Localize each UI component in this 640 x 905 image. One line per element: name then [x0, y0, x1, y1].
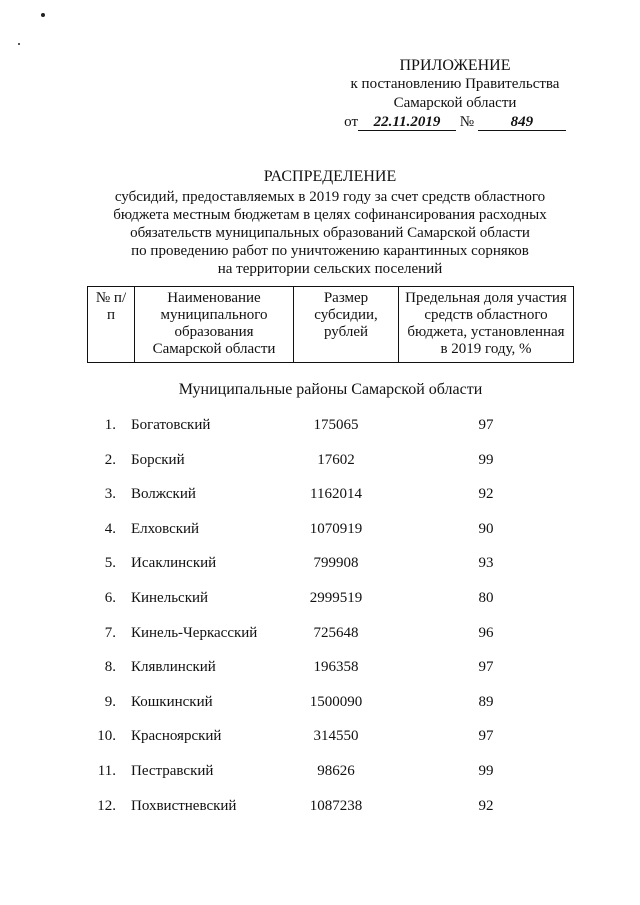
row-percent: 89: [478, 693, 494, 710]
row-amount: 314550: [313, 728, 359, 745]
row-number: 12.: [97, 797, 116, 814]
row-number: 4.: [104, 520, 116, 537]
row-amount: 1162014: [310, 486, 362, 503]
table-row: [0, 517, 640, 552]
heading-line: бюджета местным бюджетам в целях софинансирования расходных: [113, 207, 547, 223]
row-percent: 97: [478, 417, 494, 433]
row-amount: 196358: [313, 659, 359, 676]
table-row: [0, 448, 640, 483]
row-name: Волжский: [131, 486, 196, 503]
row-name: Кинельский: [131, 589, 209, 606]
heading-line: на территории сельских поселений: [217, 261, 443, 277]
row-name: Пестравский: [131, 762, 214, 779]
row-amount: 1500090: [309, 693, 363, 710]
row-number: 5.: [104, 555, 116, 572]
row-number: 2.: [104, 451, 116, 468]
heading-title: РАСПРЕДЕЛЕНИЕ: [263, 168, 397, 185]
row-name: Клявлинский: [131, 659, 216, 676]
row-percent: 92: [478, 486, 494, 503]
row-number: 6.: [104, 589, 116, 606]
heading-line: обязательств муниципальных образований Самарской области: [130, 225, 530, 241]
section-title: Муниципальные районы Самарской области: [178, 381, 483, 398]
row-name: Борский: [131, 451, 185, 468]
row-percent: 96: [478, 624, 494, 641]
table-row: [0, 586, 640, 621]
row-percent: 97: [478, 728, 494, 745]
appendix-title: ПРИЛОЖЕНИЕ: [399, 57, 511, 74]
row-percent: 97: [478, 659, 494, 676]
handwritten-date: 22.11.2019: [358, 114, 456, 131]
document-heading: [60, 168, 600, 278]
table-header: [87, 286, 574, 363]
row-number: 10.: [97, 728, 116, 745]
appendix-line-1: к постановлению Правительства: [350, 76, 560, 92]
row-name: Елховский: [131, 520, 200, 537]
heading-line: по проведению работ по уничтожению карантинных сорняков: [131, 243, 529, 259]
row-number: 8.: [104, 659, 116, 676]
row-amount: 1087238: [309, 797, 363, 814]
row-name: Кошкинский: [131, 693, 213, 710]
row-number: 7.: [104, 624, 116, 641]
table-body: [0, 413, 640, 828]
row-percent: 99: [478, 762, 494, 779]
row-number: 11.: [97, 762, 116, 779]
heading-line: субсидий, предоставляемых в 2019 году за счет средств областного: [114, 189, 546, 205]
date-prefix: от: [344, 114, 359, 130]
row-name: Кинель-Черкасский: [131, 624, 258, 641]
row-amount: 17602: [317, 451, 355, 468]
row-percent: 80: [478, 589, 494, 606]
row-percent: 92: [478, 797, 494, 814]
row-name: Исаклинский: [131, 555, 217, 572]
header-amount: Размер субсидии, рублей: [294, 287, 399, 363]
number-prefix: №: [459, 114, 475, 130]
appendix-block: [330, 56, 580, 132]
row-name: Красноярский: [131, 728, 222, 745]
row-amount: 175065: [313, 417, 359, 433]
scan-speck: [18, 43, 20, 45]
row-amount: 2999519: [309, 589, 363, 606]
row-percent: 93: [478, 555, 494, 572]
row-number: 1.: [104, 417, 116, 433]
table-row: [0, 724, 640, 759]
table-row: [0, 482, 640, 517]
row-amount: 1070919: [309, 520, 363, 537]
scan-speck: [41, 13, 45, 17]
row-percent: 99: [478, 451, 494, 468]
row-percent: 90: [478, 520, 494, 537]
row-name: Похвистневский: [131, 797, 237, 814]
table-row: [0, 413, 640, 448]
table-row: [0, 551, 640, 586]
handwritten-number: 849: [478, 114, 566, 131]
row-number: 9.: [104, 693, 116, 710]
table-row: [0, 690, 640, 725]
appendix-line-2: Самарской области: [393, 95, 517, 111]
row-amount: 799908: [313, 555, 359, 572]
row-number: 3.: [104, 486, 116, 503]
row-amount: 98626: [317, 762, 355, 779]
header-number: № п/п: [88, 287, 135, 363]
date-number-line: [330, 113, 580, 132]
table-row: [0, 759, 640, 794]
table-row: [0, 794, 640, 829]
row-name: Богатовский: [131, 417, 211, 433]
table-row: [0, 621, 640, 656]
row-amount: 725648: [313, 624, 359, 641]
header-percent: Предельная доля участия средств областного бюджета, установленная в 2019 году, %: [399, 287, 574, 363]
table-row: [0, 655, 640, 690]
header-name: Наименование муниципального образования Самарской области: [135, 287, 294, 363]
